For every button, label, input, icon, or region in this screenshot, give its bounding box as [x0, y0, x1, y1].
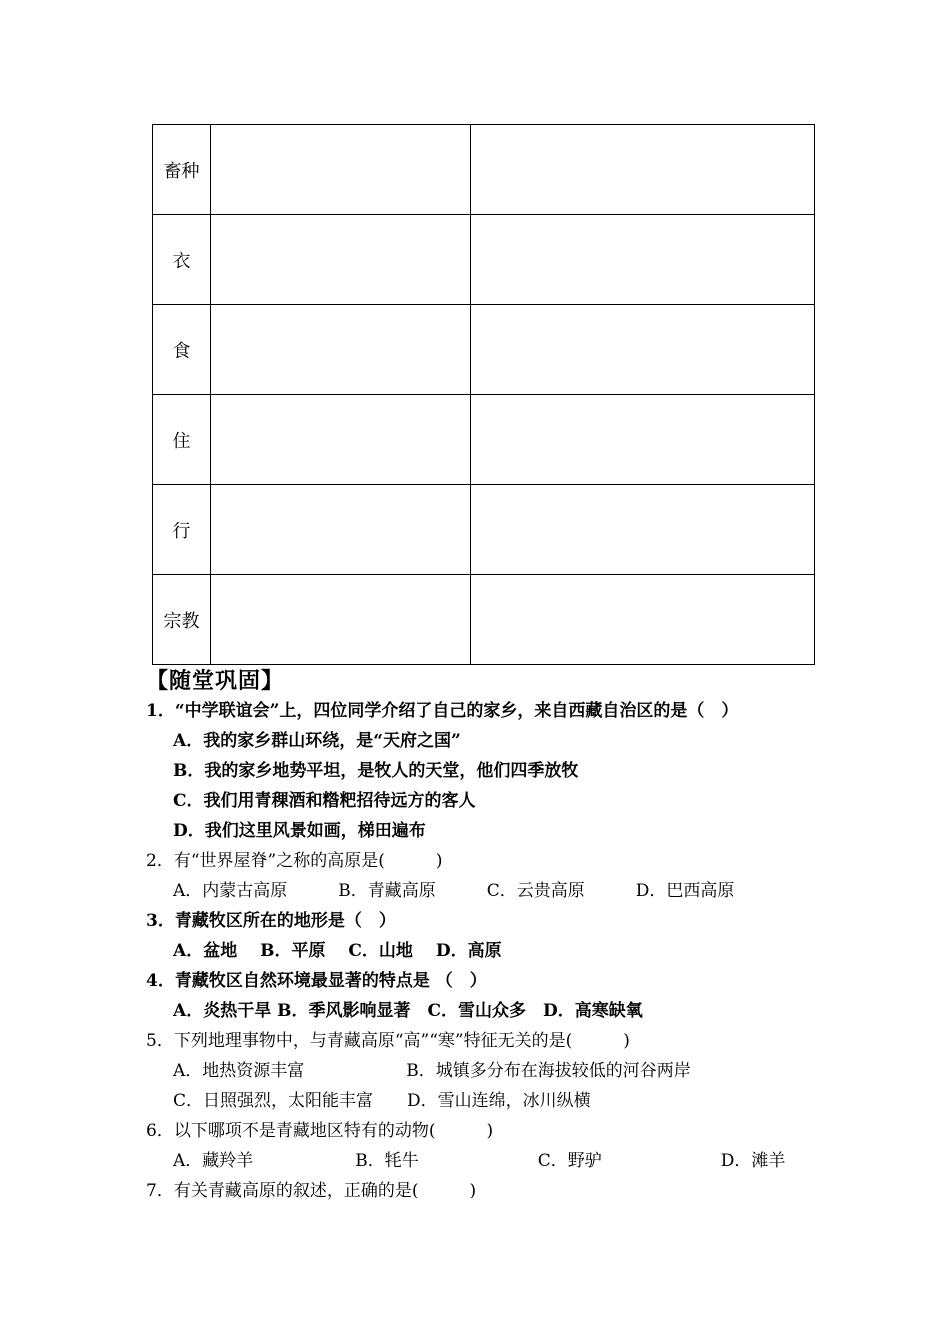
table-row: [153, 395, 815, 485]
question-5-options-row1: A．地热资源丰富 B．城镇多分布在海拔较低的河谷两岸: [173, 1061, 691, 1081]
table-row: [153, 305, 815, 395]
question-1-option-c: C．我们用青稞酒和糌粑招待远方的客人: [173, 791, 476, 811]
table-cell: [211, 125, 471, 215]
question-1-option-d: D．我们这里风景如画，梯田遍布: [173, 821, 426, 841]
row-label: 宗教: [153, 575, 211, 665]
table-cell: [471, 305, 815, 395]
question-6-options: A．藏羚羊 B．牦牛 C．野驴 D．滩羊: [173, 1151, 786, 1171]
table-row: [153, 125, 815, 215]
question-3-stem: 3．青藏牧区所在的地形是（ ）: [146, 911, 396, 931]
question-5-options-row2: C．日照强烈，太阳能丰富 D．雪山连绵，冰川纵横: [173, 1091, 591, 1111]
table-cell: [211, 305, 471, 395]
table-row: [153, 575, 815, 665]
question-4-stem: 4．青藏牧区自然环境最显著的特点是 （ ）: [146, 971, 487, 991]
table-cell: [471, 395, 815, 485]
question-1-option-b: B．我的家乡地势平坦，是牧人的天堂，他们四季放牧: [173, 761, 579, 781]
table-cell: [471, 485, 815, 575]
table-row: [153, 485, 815, 575]
question-2-stem: 2．有“世界屋脊”之称的高原是( ): [146, 851, 443, 871]
row-label: 畜种: [153, 125, 211, 215]
table-cell: [211, 485, 471, 575]
question-5-stem: 5．下列地理事物中，与青藏高原“高”“寒”特征无关的是( ): [146, 1031, 630, 1051]
lifestyle-table: [152, 124, 815, 665]
table-row: [153, 215, 815, 305]
table-cell: [471, 215, 815, 305]
question-4-options: A．炎热干旱 B．季风影响显著 C．雪山众多 D．高寒缺氧: [173, 1001, 643, 1021]
question-2-options: A．内蒙古高原 B．青藏高原 C．云贵高原 D．巴西高原: [173, 881, 735, 901]
question-1-stem: 1．“中学联谊会”上，四位同学介绍了自己的家乡，来自西藏自治区的是（ ）: [146, 701, 739, 721]
section-title: 【随堂巩固】: [146, 669, 285, 694]
question-7-stem: 7．有关青藏高原的叙述，正确的是( ): [146, 1181, 477, 1201]
question-3-options: A．盆地 B．平原 C．山地 D．高原: [173, 941, 502, 961]
table-cell: [471, 125, 815, 215]
table-cell: [211, 215, 471, 305]
row-label: 住: [153, 395, 211, 485]
question-6-stem: 6．以下哪项不是青藏地区特有的动物( ): [146, 1121, 494, 1141]
table-cell: [211, 575, 471, 665]
table-cell: [211, 395, 471, 485]
question-1-option-a: A．我的家乡群山环绕，是“天府之国”: [173, 731, 461, 751]
table-cell: [471, 575, 815, 665]
row-label: 行: [153, 485, 211, 575]
row-label: 食: [153, 305, 211, 395]
row-label: 衣: [153, 215, 211, 305]
